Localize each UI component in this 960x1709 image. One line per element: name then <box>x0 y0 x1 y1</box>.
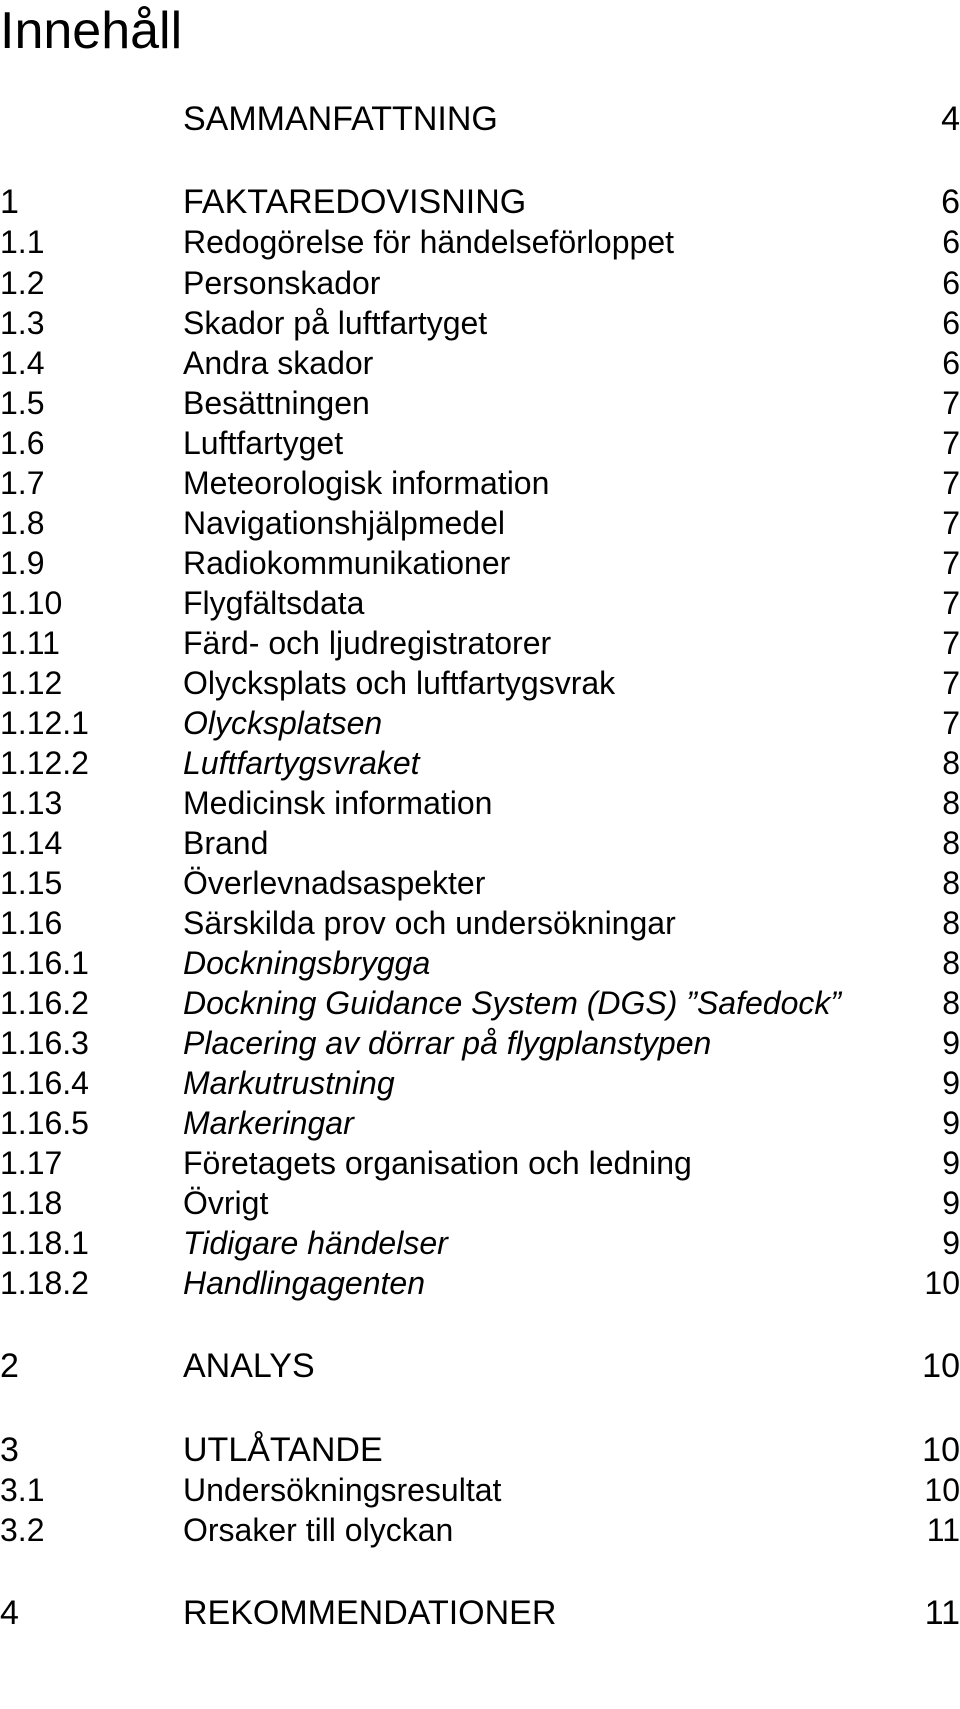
toc-entry-1-13[interactable] <box>0 783 960 823</box>
toc-entry-1-3[interactable] <box>0 303 960 343</box>
toc-entry-title: Andra skador <box>183 345 374 381</box>
toc-entry-number: 2 <box>0 1347 19 1385</box>
toc-entry-1-16-4[interactable] <box>0 1063 960 1103</box>
toc-entry-page-number: 10 <box>924 1472 960 1508</box>
toc-entry-page-number: 7 <box>942 465 960 501</box>
toc-entry-number: 1.1 <box>0 224 45 260</box>
toc-entry-title: Handlingagenten <box>183 1265 425 1301</box>
toc-entry-title: Särskilda prov och undersökningar <box>183 905 676 941</box>
toc-entry-page-number: 6 <box>941 183 960 221</box>
page-title: Innehåll <box>0 2 183 60</box>
toc-entry-1-18-2[interactable] <box>0 1263 960 1303</box>
toc-entry-title: Besättningen <box>183 385 370 421</box>
toc-entry-number: 1.14 <box>0 825 63 861</box>
toc-entry-1-16-5[interactable] <box>0 1103 960 1143</box>
toc-entry-page-number: 7 <box>942 625 960 661</box>
toc-entry-number: 1.2 <box>0 265 45 301</box>
toc-entry-title: ANALYS <box>183 1347 315 1385</box>
toc-entry-1-11[interactable] <box>0 623 960 663</box>
toc-entry-number: 1.10 <box>0 585 63 621</box>
toc-entry-title: Meteorologisk information <box>183 465 550 501</box>
toc-entry-number: 1.6 <box>0 425 45 461</box>
toc-entry-page-number: 8 <box>942 785 960 821</box>
toc-entry-number: 1.16.4 <box>0 1065 89 1101</box>
toc-entry-title: Dockning Guidance System (DGS) ”Safedock” <box>183 985 842 1021</box>
toc-entry-title: Flygfältsdata <box>183 585 365 621</box>
toc-entry-title: Redogörelse för händelseförloppet <box>183 224 674 260</box>
toc-entry-1-16-1[interactable] <box>0 943 960 983</box>
toc-entry-page-number: 7 <box>942 585 960 621</box>
toc-entry-1-16-3[interactable] <box>0 1023 960 1063</box>
toc-entry-page-number: 10 <box>924 1265 960 1301</box>
toc-entry-number: 1.5 <box>0 385 45 421</box>
toc-entry-1-12-2[interactable] <box>0 743 960 783</box>
toc-entry-number: 1.18 <box>0 1185 63 1221</box>
toc-entry-page-number: 7 <box>942 385 960 421</box>
toc-entry-page-number: 4 <box>941 100 960 138</box>
toc-entry-1-16[interactable] <box>0 903 960 943</box>
toc-entry-title: Placering av dörrar på flygplanstypen <box>183 1025 712 1061</box>
toc-entry-title: Medicinsk information <box>183 785 493 821</box>
toc-entry-number: 1.7 <box>0 465 45 501</box>
toc-entry-number: 1.11 <box>0 625 60 661</box>
toc-entry-title: Undersökningsresultat <box>183 1472 502 1508</box>
toc-entry-1[interactable] <box>0 182 960 222</box>
toc-entry-sammanfattning[interactable] <box>0 99 960 139</box>
toc-entry-title: Radiokommunikationer <box>183 545 511 581</box>
toc-entry-page-number: 7 <box>942 425 960 461</box>
toc-entry-page-number: 10 <box>922 1347 960 1385</box>
toc-entry-page-number: 8 <box>942 985 960 1021</box>
toc-entry-page-number: 11 <box>924 1594 960 1632</box>
toc-entry-number: 1.4 <box>0 345 45 381</box>
toc-entry-page-number: 6 <box>942 265 960 301</box>
toc-entry-page-number: 8 <box>942 745 960 781</box>
toc-entry-title: Överlevnadsaspekter <box>183 865 486 901</box>
toc-entry-3-1[interactable] <box>0 1470 960 1510</box>
toc-entry-page-number: 8 <box>942 905 960 941</box>
toc-entry-number: 1.15 <box>0 865 63 901</box>
toc-entry-page-number: 9 <box>942 1225 960 1261</box>
toc-entry-title: Företagets organisation och ledning <box>183 1145 692 1181</box>
toc-entry-page-number: 8 <box>942 945 960 981</box>
toc-entry-number: 3.2 <box>0 1512 45 1548</box>
toc-entry-1-16-2[interactable] <box>0 983 960 1023</box>
toc-entry-title: Dockningsbrygga <box>183 945 431 981</box>
toc-entry-2[interactable] <box>0 1346 960 1386</box>
toc-entry-page-number: 6 <box>942 305 960 341</box>
toc-entry-1-10[interactable] <box>0 583 960 623</box>
toc-entry-page-number: 7 <box>942 545 960 581</box>
toc-entry-title: REKOMMENDATIONER <box>183 1594 557 1632</box>
toc-entry-number: 1.17 <box>0 1145 63 1181</box>
toc-entry-1-5[interactable] <box>0 383 960 423</box>
toc-entry-page-number: 7 <box>942 705 960 741</box>
toc-entry-number: 1 <box>0 183 19 221</box>
toc-entry-page-number: 6 <box>942 224 960 260</box>
toc-entry-page-number: 9 <box>942 1105 960 1141</box>
toc-entry-title: Brand <box>183 825 269 861</box>
toc-entry-number: 1.12 <box>0 665 63 701</box>
toc-entry-number: 1.3 <box>0 305 45 341</box>
toc-entry-number: 1.9 <box>0 545 45 581</box>
toc-entry-title: Tidigare händelser <box>183 1225 448 1261</box>
toc-entry-1-1[interactable] <box>0 222 960 262</box>
toc-entry-number: 3.1 <box>0 1472 45 1508</box>
toc-entry-number: 4 <box>0 1594 19 1632</box>
toc-entry-number: 1.16.2 <box>0 985 89 1021</box>
toc-entry-title: SAMMANFATTNING <box>183 100 498 138</box>
toc-entry-1-18-1[interactable] <box>0 1223 960 1263</box>
toc-entry-number: 3 <box>0 1431 19 1469</box>
toc-entry-1-15[interactable] <box>0 863 960 903</box>
toc-entry-1-6[interactable] <box>0 423 960 463</box>
toc-entry-number: 1.16 <box>0 905 63 941</box>
toc-entry-title: Olycksplatsen <box>183 705 383 741</box>
toc-entry-title: Personskador <box>183 265 381 301</box>
toc-entry-page-number: 10 <box>922 1431 960 1469</box>
toc-entry-3-2[interactable] <box>0 1510 960 1550</box>
toc-entry-1-7[interactable] <box>0 463 960 503</box>
toc-entry-1-9[interactable] <box>0 543 960 583</box>
toc-entry-number: 1.8 <box>0 505 45 541</box>
toc-entry-title: Skador på luftfartyget <box>183 305 488 341</box>
toc-entry-1-2[interactable] <box>0 263 960 303</box>
toc-entry-number: 1.18.2 <box>0 1265 89 1301</box>
toc-entry-title: Markutrustning <box>183 1065 395 1101</box>
toc-entry-3[interactable] <box>0 1430 960 1470</box>
toc-entry-1-18[interactable] <box>0 1183 960 1223</box>
toc-entry-number: 1.12.2 <box>0 745 89 781</box>
toc-entry-title: FAKTAREDOVISNING <box>183 183 527 221</box>
toc-entry-number: 1.13 <box>0 785 63 821</box>
toc-entry-page-number: 9 <box>942 1065 960 1101</box>
toc-entry-number: 1.16.5 <box>0 1105 89 1141</box>
toc-entry-number: 1.16.1 <box>0 945 89 981</box>
toc-entry-1-4[interactable] <box>0 343 960 383</box>
toc-entry-1-17[interactable] <box>0 1143 960 1183</box>
toc-entry-page-number: 8 <box>942 825 960 861</box>
toc-entry-1-14[interactable] <box>0 823 960 863</box>
toc-entry-page-number: 7 <box>942 505 960 541</box>
toc-entry-title: Olycksplats och luftfartygsvrak <box>183 665 616 701</box>
toc-entry-1-12-1[interactable] <box>0 703 960 743</box>
toc-entry-1-8[interactable] <box>0 503 960 543</box>
toc-entry-page-number: 9 <box>942 1025 960 1061</box>
toc-entry-title: Färd- och ljudregistratorer <box>183 625 552 661</box>
toc-entry-title: Navigationshjälpmedel <box>183 505 505 541</box>
toc-entry-4[interactable] <box>0 1593 960 1633</box>
toc-entry-number: 1.16.3 <box>0 1025 89 1061</box>
toc-entry-page-number: 9 <box>942 1185 960 1221</box>
toc-entry-number: 1.18.1 <box>0 1225 89 1261</box>
toc-entry-page-number: 9 <box>942 1145 960 1181</box>
toc-entry-number: 1.12.1 <box>0 705 89 741</box>
toc-entry-title: Luftfartygsvraket <box>183 745 420 781</box>
toc-entry-1-12[interactable] <box>0 663 960 703</box>
toc-entry-title: Övrigt <box>183 1185 269 1221</box>
toc-entry-title: Orsaker till olyckan <box>183 1512 454 1548</box>
toc-entry-title: Markeringar <box>183 1105 354 1141</box>
toc-entry-page-number: 7 <box>942 665 960 701</box>
toc-entry-title: Luftfartyget <box>183 425 344 461</box>
toc-entry-title: UTLÅTANDE <box>183 1431 383 1469</box>
toc-entry-page-number: 8 <box>942 865 960 901</box>
toc-entry-page-number: 6 <box>942 345 960 381</box>
toc-entry-page-number: 11 <box>926 1512 960 1548</box>
